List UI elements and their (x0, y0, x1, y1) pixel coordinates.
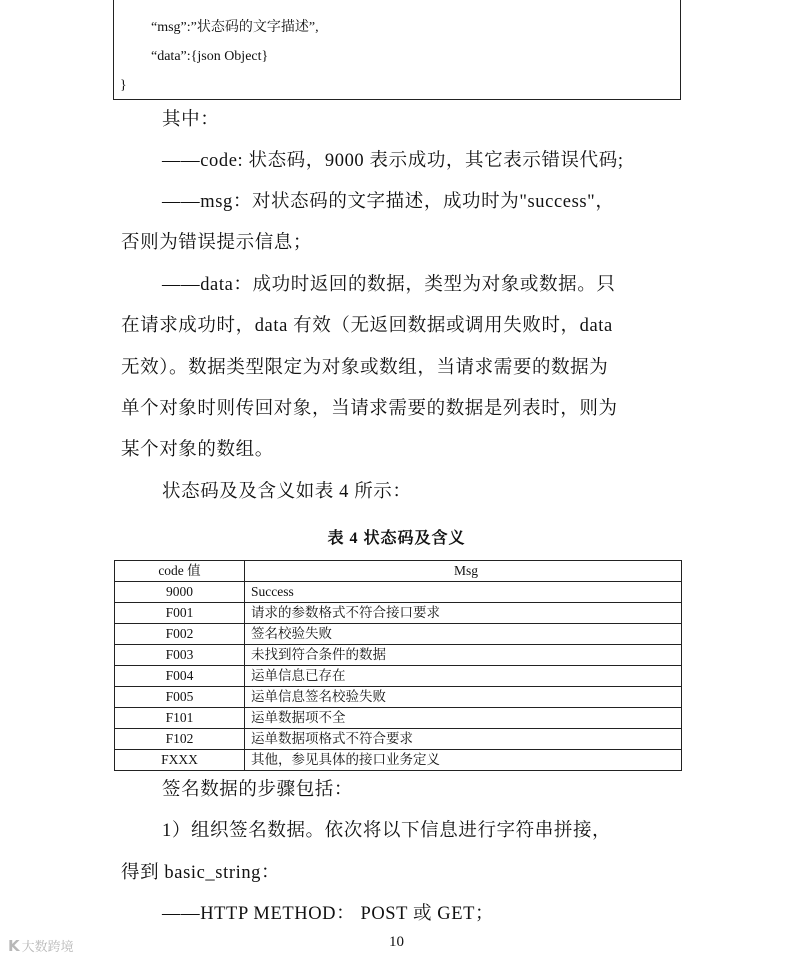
code-line-close-brace: } (120, 78, 127, 93)
paragraph-code-desc: ——code: 状态码，9000 表示成功，其它表示错误代码; (162, 151, 624, 171)
code-line-msg: “msg”:”状态码的文字描述”, (151, 20, 319, 35)
table-header-row (115, 561, 682, 582)
cell-code: F004 (115, 666, 245, 687)
cell-code: 9000 (115, 582, 245, 603)
table-caption: 表 4 状态码及含义 (327, 530, 466, 547)
cell-msg: 签名校验失败 (245, 624, 682, 645)
cell-code: F101 (115, 708, 245, 729)
table-row (115, 666, 682, 687)
code-block (113, 0, 681, 100)
table-row (115, 750, 682, 771)
header-code: code 值 (115, 561, 245, 582)
cell-code: F005 (115, 687, 245, 708)
page-number: 10 (389, 934, 404, 950)
cell-code: F102 (115, 729, 245, 750)
paragraph-sign-steps: 签名数据的步骤包括： (162, 780, 354, 800)
watermark-logo-icon: K (8, 937, 19, 955)
table-row (115, 687, 682, 708)
cell-msg: 未找到符合条件的数据 (245, 645, 682, 666)
paragraph-data-desc-3: 无效）。数据类型限定为对象或数组，当请求需要的数据为 (121, 358, 609, 378)
paragraph-msg-desc-1: ——msg：对状态码的文字描述，成功时为"success"， (162, 192, 615, 212)
status-code-table (114, 560, 682, 771)
paragraph-msg-desc-2: 否则为错误提示信息； (121, 233, 313, 253)
table-row (115, 729, 682, 750)
table-row (115, 708, 682, 729)
paragraph-step1-1: 1）组织签名数据。依次将以下信息进行字符串拼接， (162, 821, 612, 841)
table-row (115, 624, 682, 645)
cell-code: F003 (115, 645, 245, 666)
watermark-text: 大数跨境 (21, 940, 74, 955)
code-line-data: “data”:{json Object} (151, 49, 269, 64)
cell-msg: 其他，参见具体的接口业务定义 (245, 750, 682, 771)
paragraph-step1-2: 得到 basic_string： (121, 863, 281, 883)
paragraph-http-method: ——HTTP METHOD： POST 或 GET； (162, 904, 495, 924)
cell-msg: Success (245, 582, 682, 603)
paragraph-data-desc-4: 单个对象时则传回对象，当请求需要的数据是列表时，则为 (121, 399, 618, 419)
paragraph-data-desc-1: ——data：成功时返回的数据，类型为对象或数据。只 (162, 275, 616, 295)
cell-msg: 请求的参数格式不符合接口要求 (245, 603, 682, 624)
cell-msg: 运单信息已存在 (245, 666, 682, 687)
cell-code: F001 (115, 603, 245, 624)
table-row (115, 603, 682, 624)
cell-msg: 运单数据项不全 (245, 708, 682, 729)
cell-code: FXXX (115, 750, 245, 771)
paragraph-table-intro: 状态码及及含义如表 4 所示： (162, 482, 412, 502)
cell-msg: 运单信息签名校验失败 (245, 687, 682, 708)
cell-code: F002 (115, 624, 245, 645)
cell-msg: 运单数据项格式不符合要求 (245, 729, 682, 750)
table-row (115, 582, 682, 603)
table-row (115, 645, 682, 666)
paragraph-where: 其中： (162, 110, 220, 130)
watermark (8, 936, 74, 955)
paragraph-data-desc-5: 某个对象的数组。 (121, 440, 274, 460)
header-msg: Msg (245, 561, 682, 582)
paragraph-data-desc-2: 在请求成功时，data 有效（无返回数据或调用失败时，data (121, 316, 613, 336)
